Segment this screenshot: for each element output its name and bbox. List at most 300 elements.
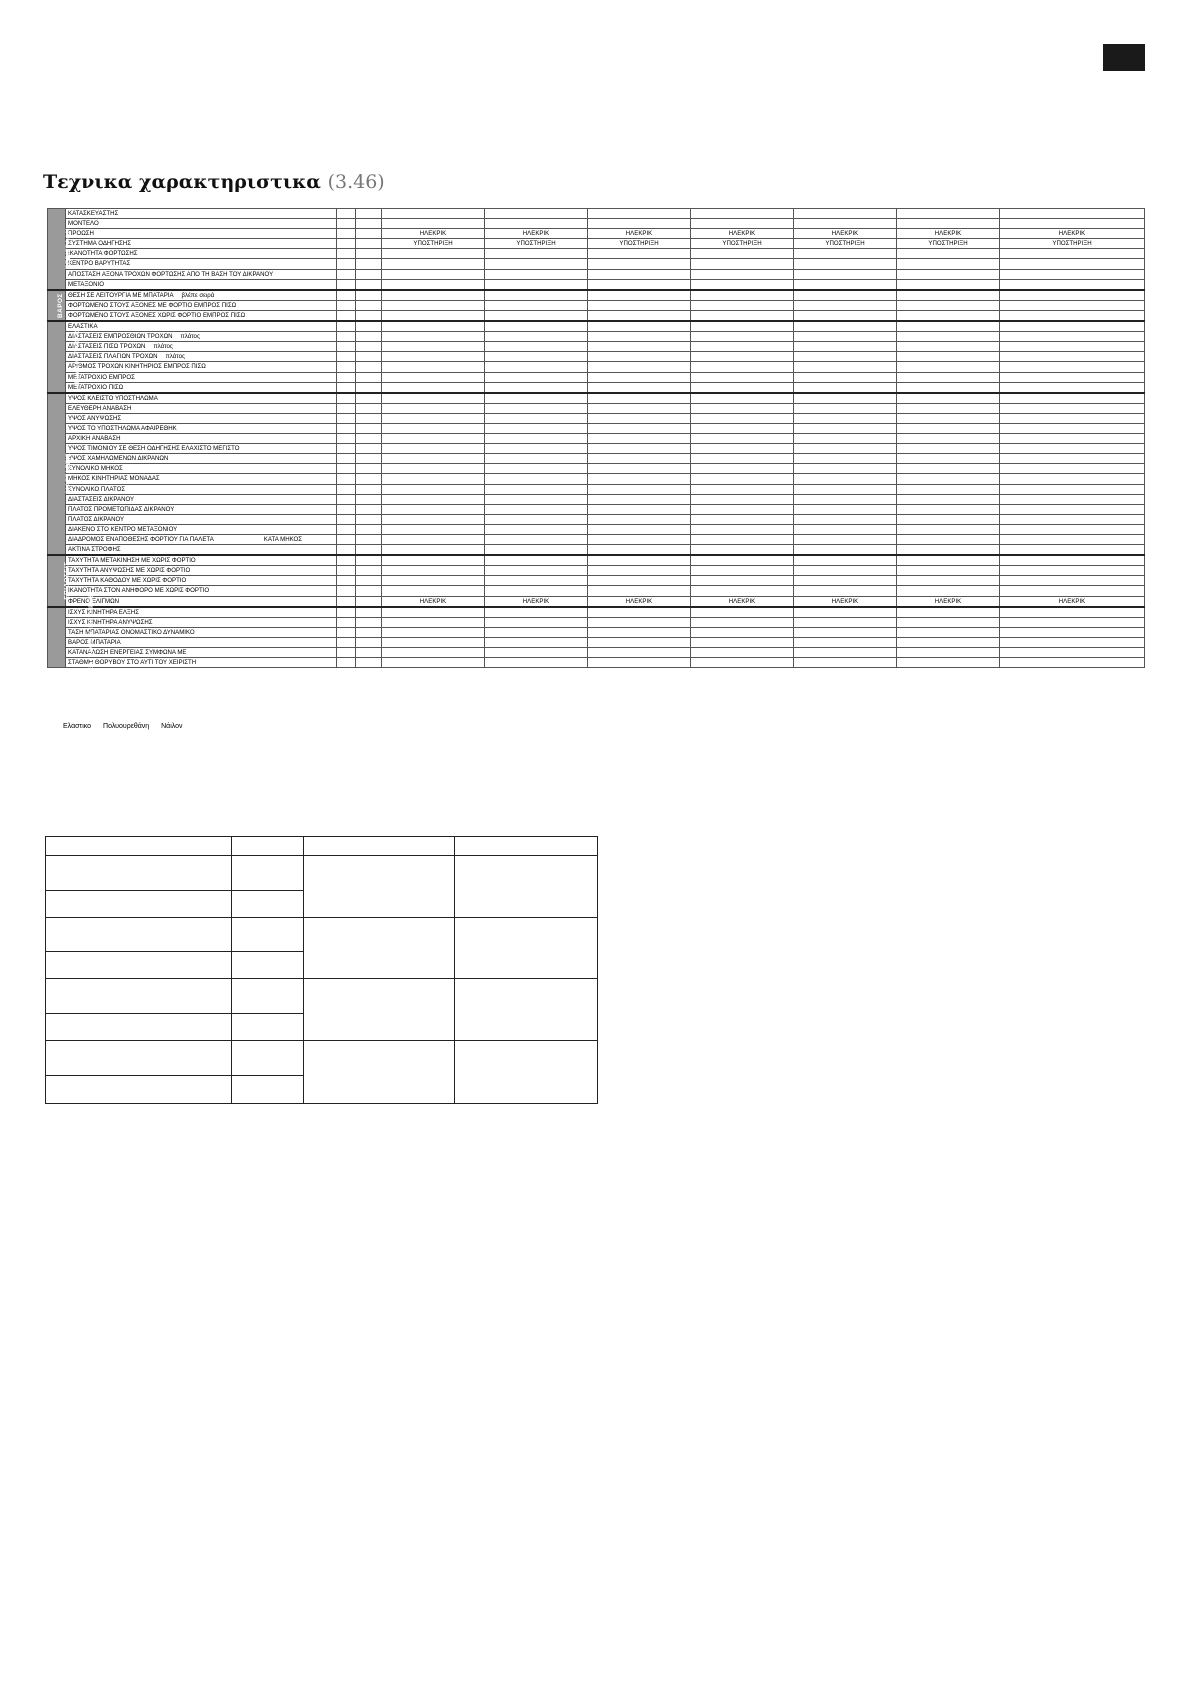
spec-row [48,535,1145,545]
unit-cell [356,403,382,413]
row-label-text: ΥΨΟΣ ΑΝΥΨΩΣΗΣ [68,414,122,422]
value-cell [794,535,897,545]
grid-line [303,837,304,1103]
value-cell [485,403,588,413]
unit-cell [337,352,356,362]
value-cell [691,464,794,474]
value-cell [794,423,897,433]
value-cell [485,444,588,454]
unit-cell [337,362,356,372]
row-label-text: ΑΚΤΙΝΑ ΣΤΡΟΦΗΣ [68,546,121,554]
value-cell [1000,607,1145,618]
unit-cell [356,627,382,637]
row-label-text: ΒΑΡΟΣ ΜΠΑΤΑΡΙΑ [68,638,121,646]
spec-row [48,474,1145,484]
value-cell [794,494,897,504]
unit-cell [356,535,382,545]
unit-cell [337,637,356,647]
group-label [48,555,71,606]
spec-row [48,229,1145,239]
value-cell [1000,393,1145,404]
spec-row [48,454,1145,464]
value-cell [691,393,794,404]
value-cell [897,352,1000,362]
spec-row [48,514,1145,524]
value-cell [382,658,485,668]
unit-cell [337,290,356,301]
value-cell [794,464,897,474]
legend-item: Ελαστικο [63,723,92,730]
value-cell [382,259,485,269]
spec-table [47,208,1145,681]
value-cell [794,403,897,413]
value-cell [794,504,897,514]
tyre-legend [63,723,193,730]
unit-cell [356,290,382,301]
value-cell [485,545,588,556]
value-cell [1000,484,1145,494]
page-title [43,171,385,193]
value-cell [485,249,588,259]
value-cell [382,627,485,637]
unit-cell [337,310,356,321]
row-label-text: ΔΙΑΣΤΑΣΕΙΣ ΕΜΠΡΟΣΘΙΩΝ ΤΡΟΧΩΝ [68,333,173,341]
value-cell [382,586,485,596]
spec-row [48,555,1145,566]
spec-row [48,627,1145,637]
row-label-text: ΥΨΟΣ ΤΟ ΥΠΟΣΤΗΛΩΜΑ ΑΦΑΙΡΕΘΗΚ [68,424,177,432]
unit-cell [356,219,382,229]
row-label [66,434,337,444]
unit-cell [337,586,356,596]
page-title-ref: (3.46) [327,171,385,193]
value-cell [485,310,588,321]
value-cell [1000,454,1145,464]
legend-item: Πολυουρεθάνη [103,723,150,730]
group-label-text: ΒΑΡΟΣ [56,292,64,318]
value-cell: ΥΠΟΣΤΗΡΙΞΗ [897,239,1000,249]
value-cell [691,566,794,576]
value-cell [485,504,588,514]
value-cell [897,259,1000,269]
value-cell [691,494,794,504]
value-cell [588,627,691,637]
row-label [66,576,337,586]
value-cell [588,342,691,352]
value-cell [485,524,588,534]
row-label-text: ΤΑΣΗ ΜΠΑΤΑΡΙΑΣ ΟΝΟΜΑΣΤΙΚΟ ΔΥΝΑΜΙΚΟ [68,628,195,636]
row-label [66,454,337,464]
spec-row [48,382,1145,393]
value-cell [691,279,794,290]
unit-cell [337,342,356,352]
value-cell [691,545,794,556]
group-label-text: ΠΕΡΙΓΡΑΦΗ [65,228,73,270]
spec-row [48,332,1145,342]
unit-cell [356,444,382,454]
value-cell [1000,279,1145,290]
value-cell [588,362,691,372]
value-cell [794,352,897,362]
grid-line [46,951,304,952]
row-label [66,545,337,556]
value-cell [485,514,588,524]
grid-line [454,837,455,1103]
unit-cell [356,607,382,618]
value-cell [588,464,691,474]
unit-cell [337,454,356,464]
value-cell [691,382,794,393]
row-label [66,514,337,524]
value-cell [588,382,691,393]
row-label [66,586,337,596]
value-cell [1000,545,1145,556]
row-label-text: ΚΑΤΑΣΚΕΥΑΣΤΗΣ [68,210,119,217]
row-label-text: ΦΟΡΤΩΜΕΝΟ ΣΤΟΥΣ ΑΞΟΝΕΣ ΧΩΡΙΣ ΦΟΡΤΙΟ ΕΜΠΡΟΣ ΠΙΣΩ [68,311,246,319]
value-cell [382,545,485,556]
unit-cell [356,300,382,310]
value-cell [382,648,485,658]
value-cell [794,362,897,372]
value-cell [485,627,588,637]
value-cell [1000,504,1145,514]
grid-line [46,1013,304,1014]
value-cell [897,454,1000,464]
value-cell [382,209,485,219]
row-label-text: ΠΛΑΤΟΣ ΔΙΚΡΑΝΟΥ [68,515,125,523]
row-label [66,555,337,566]
spec-row [48,484,1145,494]
unit-cell [337,464,356,474]
row-label-text: ΤΑΧΥΤΗΤΑ ΚΑΘΟΔΟΥ ΜΕ ΧΩΡΙΣ ΦΟΡΤΙΟ [68,577,187,585]
unit-cell [356,413,382,423]
value-cell [485,617,588,627]
unit-cell [337,403,356,413]
grid-line [46,1040,597,1041]
value-cell: ΥΠΟΣΤΗΡΙΞΗ [1000,239,1145,249]
spec-row [48,393,1145,404]
value-cell [588,555,691,566]
value-cell [691,617,794,627]
unit-cell [356,434,382,444]
spec-row [48,494,1145,504]
value-cell [1000,494,1145,504]
value-cell [485,566,588,576]
value-cell [794,332,897,342]
value-cell [691,423,794,433]
group-label [48,321,81,393]
value-cell [588,658,691,668]
unit-cell [356,494,382,504]
value-cell [382,464,485,474]
row-label-text: ΦΟΡΤΩΜΕΝΟ ΣΤΟΥΣ ΑΞΟΝΕΣ ΜΕ ΦΟΡΤΙΟ ΕΜΠΡΟΣ ΠΙΣΩ [68,301,237,309]
value-cell [485,535,588,545]
value-cell [382,362,485,372]
unit-cell [337,607,356,618]
value-cell [382,555,485,566]
value-cell [485,279,588,290]
value-cell [588,586,691,596]
spec-row [48,239,1145,249]
row-label-text: ΕΛΕΥΘΕΡΗ ΑΝΑΒΑΣΗ [68,404,132,412]
row-sublabel: ΚΑΤΑ ΜΗΚΟΣ [263,536,302,543]
value-cell [691,332,794,342]
value-cell [485,658,588,668]
value-cell [1000,269,1145,279]
value-cell: ΗΛΕΚΡΙΚ [1000,229,1145,239]
unit-cell [356,596,382,607]
value-cell [382,535,485,545]
value-cell [794,555,897,566]
spec-row [48,658,1145,668]
spec-row [48,524,1145,534]
row-label [66,637,337,647]
unit-cell [337,617,356,627]
value-cell [897,310,1000,321]
value-cell [897,249,1000,259]
value-cell [1000,219,1145,229]
value-cell [691,637,794,647]
row-sublabel: πλάτος [153,343,173,351]
value-cell [588,454,691,464]
row-label-text: ΜΕΤΑΤΡΟΧΙΟ ΕΜΠΡΟΣ [68,373,135,381]
value-cell [1000,474,1145,484]
row-label [66,413,337,423]
unit-cell [337,219,356,229]
unit-cell [337,259,356,269]
value-cell [588,279,691,290]
value-cell [1000,300,1145,310]
row-label-text: ΥΨΟΣ ΚΛΕΙΣΤΟ ΥΠΟΣΤΗΛΩΜΑ [68,394,158,402]
row-label [66,259,337,269]
row-label-text: ΣΥΝΟΛΙΚΟ ΠΛΑΤΟΣ [68,485,126,493]
value-cell [897,434,1000,444]
spec-row [48,362,1145,372]
value-cell [691,524,794,534]
value-cell [382,423,485,433]
unit-cell [356,648,382,658]
value-cell [485,413,588,423]
value-cell [897,535,1000,545]
value-cell [691,300,794,310]
unit-cell [356,586,382,596]
row-label [66,342,337,352]
value-cell [1000,382,1145,393]
spec-row [48,607,1145,618]
value-cell [1000,464,1145,474]
unit-cell [356,524,382,534]
value-cell: ΗΛΕΚΡΙΚ [794,229,897,239]
value-cell: ΗΛΕΚΡΙΚ [691,229,794,239]
value-cell [1000,321,1145,332]
value-cell [485,300,588,310]
unit-cell [337,229,356,239]
value-cell [691,454,794,464]
value-cell [382,434,485,444]
value-cell [382,290,485,301]
value-cell [382,444,485,454]
value-cell [588,321,691,332]
value-cell [897,524,1000,534]
spec-row [48,596,1145,607]
value-cell [794,342,897,352]
spec-row [48,259,1145,269]
value-cell [691,352,794,362]
value-cell [485,332,588,342]
value-cell [897,219,1000,229]
row-label-text: ΜΕΤΑΤΡΟΧΙΟ ΠΙΣΩ [68,383,124,391]
unit-cell [356,382,382,393]
value-cell [1000,566,1145,576]
value-cell [485,269,588,279]
row-label-text: ΙΣΧΥΣ ΚΙΝΗΤΗΡΑ ΕΛΞΗΣ [68,608,140,616]
unit-cell [337,484,356,494]
group-label-text: ΗΛΕΚΤΡΙΚΟΙ ΚΙΝΗΤΗΡΕΣ [87,593,95,681]
value-cell [897,269,1000,279]
value-cell [691,576,794,586]
value-cell [588,535,691,545]
value-cell [1000,434,1145,444]
value-cell [897,332,1000,342]
spec-row [48,576,1145,586]
value-cell [897,607,1000,618]
value-cell [382,617,485,627]
value-cell [485,434,588,444]
unit-cell [337,444,356,454]
row-label-text: ΜΗΚΟΣ ΚΙΝΗΤΗΡΙΑΣ ΜΟΝΑΔΑΣ [68,475,160,483]
value-cell [1000,413,1145,423]
row-label-text: ΠΛΑΤΟΣ ΠΡΟΜΕΤΩΠΙΔΑΣ ΔΙΚΡΑΝΟΥ [68,505,175,513]
row-label [66,423,337,433]
value-cell [382,321,485,332]
value-cell [588,514,691,524]
value-cell [485,393,588,404]
value-cell [691,219,794,229]
value-cell: ΥΠΟΣΤΗΡΙΞΗ [588,239,691,249]
spec-row [48,300,1145,310]
row-label [66,362,337,372]
value-cell [897,555,1000,566]
value-cell [485,484,588,494]
value-cell: ΗΛΕΚΡΙΚ [794,596,897,607]
value-cell [588,372,691,382]
value-cell: ΗΛΕΚΡΙΚ [485,596,588,607]
value-cell [897,321,1000,332]
unit-cell [337,321,356,332]
value-cell [794,382,897,393]
group-label [48,393,73,556]
value-cell [1000,310,1145,321]
value-cell [897,393,1000,404]
value-cell [794,514,897,524]
value-cell [382,413,485,423]
value-cell [588,545,691,556]
legend-item: Νάιλον [161,723,183,730]
row-label-text: ΦΡΕΝΟ ΕΛΙΓΜΩΝ [68,597,120,605]
value-cell [382,393,485,404]
value-cell [382,494,485,504]
grid-line [46,917,597,918]
unit-cell [356,310,382,321]
grid-line [46,978,597,979]
unit-cell [337,382,356,393]
value-cell [897,382,1000,393]
value-cell [794,209,897,219]
unit-cell [356,474,382,484]
row-label-text: ΥΨΟΣ ΤΙΜΟΝΙΟΥ ΣΕ ΘΕΣΗ ΟΔΗΓΗΣΗΣ ΕΛΑΧΙΣΤΟ ΜΕΓΙΣΤΟ [68,445,240,453]
row-label-text: ΣΤΑΘΜΗ ΘΟΡΥΒΟΥ ΣΤΟ ΑΥΤΙ ΤΟΥ ΧΕΙΡΙΣΤΗ [68,659,197,667]
value-cell [691,362,794,372]
row-label [66,566,337,576]
value-cell [794,648,897,658]
group-label-text: ΕΠΙΔΟΣΕΙΣ [63,561,71,601]
value-cell [1000,209,1145,219]
row-label [66,321,337,332]
value-cell [588,403,691,413]
unit-cell [356,576,382,586]
value-cell [794,413,897,423]
value-cell [794,219,897,229]
row-sublabel: πλάτος [180,333,200,341]
value-cell [1000,444,1145,454]
unit-cell [356,658,382,668]
value-cell [691,290,794,301]
spec-row [48,352,1145,362]
value-cell [794,372,897,382]
value-cell [794,269,897,279]
value-cell [897,423,1000,433]
unit-cell [337,279,356,290]
unit-cell [356,229,382,239]
value-cell [691,586,794,596]
unit-cell [356,393,382,404]
value-cell [897,279,1000,290]
value-cell [382,310,485,321]
unit-cell [356,464,382,474]
value-cell [691,434,794,444]
value-cell [485,342,588,352]
unit-cell [356,545,382,556]
value-cell [1000,362,1145,372]
unit-cell [337,209,356,219]
unit-cell [356,372,382,382]
spec-row [48,504,1145,514]
value-cell [485,454,588,464]
spec-row [48,342,1145,352]
value-cell [588,434,691,444]
row-label [66,444,337,454]
spec-row [48,637,1145,647]
row-label-text: ΤΑΧΥΤΗΤΑ ΑΝΥΨΩΣΗΣ ΜΕ ΧΩΡΙΣ ΦΟΡΤΙΟ [68,567,191,575]
row-label [66,648,337,658]
row-label [66,209,337,219]
row-label [66,393,337,404]
value-cell [897,444,1000,454]
unit-cell [356,423,382,433]
unit-cell [356,342,382,352]
value-cell [691,321,794,332]
unit-cell [356,209,382,219]
value-cell [1000,352,1145,362]
unit-cell [356,617,382,627]
value-cell [485,352,588,362]
unit-cell [356,454,382,464]
row-label [66,290,337,301]
value-cell [1000,514,1145,524]
value-cell [897,290,1000,301]
value-cell [794,484,897,494]
row-label-text: ΔΙΑΚΕΝΟ ΣΤΟ ΚΕΝΤΡΟ ΜΕΤΑΞΟΝΙΟΥ [68,525,178,533]
